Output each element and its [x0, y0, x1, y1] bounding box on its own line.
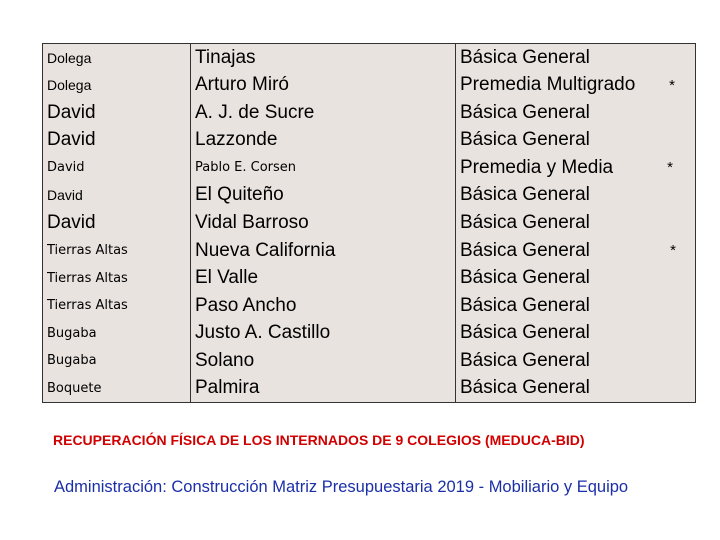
district-cell: Dolega: [47, 49, 92, 66]
level-cell: Básica General: [460, 46, 590, 68]
district-cell: Tierras Altas: [47, 270, 128, 286]
table-row: [43, 99, 695, 127]
level-cell: Premedia y Media: [460, 156, 614, 178]
district-cell: Boquete: [47, 380, 102, 396]
school-cell: Palmira: [195, 377, 260, 399]
mark-cell: [655, 264, 689, 292]
district-cell: David: [47, 129, 96, 151]
district-cell: Tierras Altas: [47, 298, 128, 314]
school-cell: Pablo E. Corsen: [195, 160, 297, 176]
school-cell: Nueva California: [195, 239, 336, 261]
level-cell: Básica General: [460, 184, 590, 206]
school-cell: El Valle: [195, 267, 259, 289]
district-cell: Tierras Altas: [47, 243, 128, 259]
mark-cell: [655, 44, 689, 72]
school-cell: Tinajas: [195, 46, 256, 68]
table-row: [43, 72, 695, 100]
school-cell: Solano: [195, 349, 255, 371]
district-cell: Bugaba: [47, 325, 97, 341]
mark-cell: [655, 127, 689, 155]
district-cell: David: [47, 160, 85, 176]
table-row: [43, 292, 695, 320]
school-cell: El Quiteño: [195, 184, 284, 206]
mark-cell: *: [667, 159, 673, 177]
table-row: [43, 374, 695, 402]
school-cell: Arturo Miró: [195, 74, 289, 96]
level-cell: Básica General: [460, 239, 590, 261]
table-row: [43, 319, 695, 347]
footer-text: Administración: Construcción Matriz Presupuestaria 2019 - Mobiliario y Equipo: [54, 478, 629, 496]
mark-cell: [655, 374, 689, 402]
school-cell: Lazzonde: [195, 129, 278, 151]
mark-cell: *: [669, 76, 675, 94]
level-cell: Básica General: [460, 129, 590, 151]
level-cell: Básica General: [460, 377, 590, 399]
table-row: [43, 154, 695, 182]
mark-cell: [655, 292, 689, 320]
table-caption: RECUPERACIÓN FÍSICA DE LOS INTERNADOS DE 9 COLEGIOS (MEDUCA-BID): [53, 432, 585, 448]
level-cell: Básica General: [460, 322, 590, 344]
level-cell: Básica General: [460, 294, 590, 316]
level-cell: Básica General: [460, 212, 590, 233]
level-cell: Básica General: [460, 349, 590, 371]
school-cell: A. J. de Sucre: [195, 101, 315, 123]
district-cell: Bugaba: [47, 353, 97, 369]
school-cell: Vidal Barroso: [195, 212, 309, 233]
schools-table: [42, 43, 696, 403]
table-row: [43, 347, 695, 375]
table-row: [43, 209, 695, 237]
district-cell: David: [47, 187, 83, 204]
mark-cell: [655, 209, 689, 237]
level-cell: Básica General: [460, 101, 590, 123]
school-cell: Paso Ancho: [195, 294, 297, 316]
table-row: [43, 264, 695, 292]
table-row: [43, 182, 695, 210]
school-cell: Justo A. Castillo: [195, 322, 331, 344]
district-cell: David: [47, 101, 96, 123]
mark-cell: [655, 319, 689, 347]
district-cell: Dolega: [47, 77, 92, 94]
mark-cell: [655, 347, 689, 375]
level-cell: Básica General: [460, 267, 590, 289]
mark-cell: [655, 182, 689, 210]
level-cell: Premedia Multigrado: [460, 74, 636, 96]
mark-cell: [655, 99, 689, 127]
district-cell: David: [47, 212, 96, 233]
mark-cell: *: [670, 242, 676, 260]
table-row: [43, 44, 695, 72]
table-row: [43, 127, 695, 155]
table-row: [43, 237, 695, 265]
